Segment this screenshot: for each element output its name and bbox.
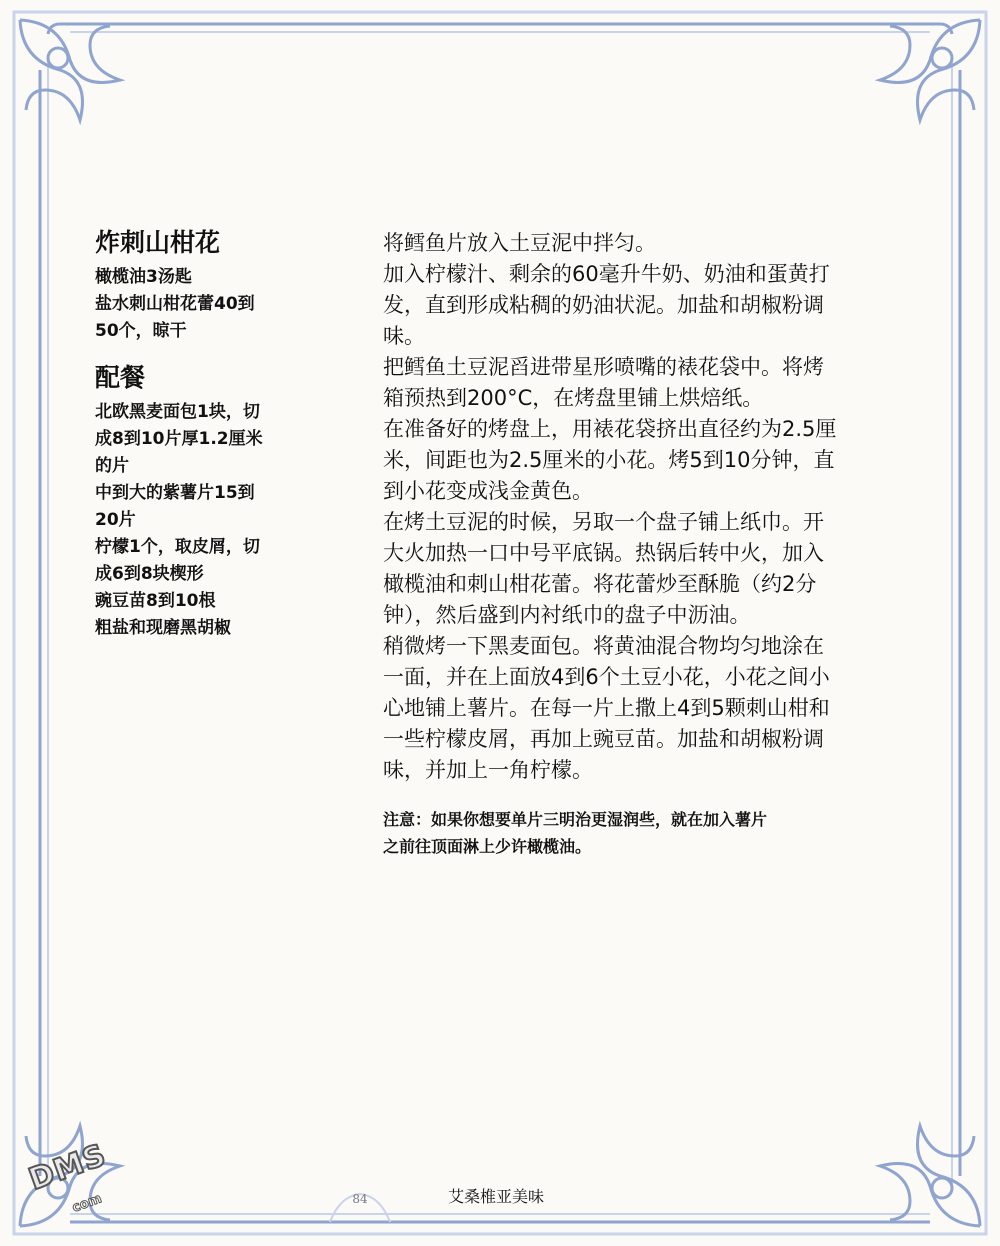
instruction-line: 在准备好的烤盘上，用裱花袋挤出直径约为2.5厘: [383, 417, 837, 441]
ingredient-line: 橄榄油3汤匙: [95, 267, 192, 287]
side-line: 成8到10片厚1.2厘米: [95, 429, 263, 449]
side-line: 北欧黑麦面包1块，切: [95, 402, 260, 422]
instruction-line: 钟），然后盛到内衬纸巾的盘子中沥油。: [383, 603, 751, 627]
instruction-line: 箱预热到200°C，在烤盘里铺上烘焙纸。: [383, 386, 764, 410]
instruction-line: 味，并加上一角柠檬。: [383, 758, 593, 782]
ingredients-column: [95, 228, 325, 642]
instruction-line: 稍微烤一下黑麦面包。将黄油混合物均匀地涂在: [383, 634, 824, 658]
side-line: 豌豆苗8到10根: [95, 591, 216, 611]
side-line: 成6到8块楔形: [95, 564, 204, 584]
side-line: 粗盐和现磨黑胡椒: [95, 618, 231, 638]
note-line: 注意：如果你想要单片三明治更湿润些，就在加入薯片: [383, 810, 768, 829]
watermark-domain: com: [70, 1191, 104, 1216]
watermark-logo: DMS: [24, 1137, 111, 1198]
instruction-line: 在烤土豆泥的时候，另取一个盘子铺上纸巾。开: [383, 510, 824, 534]
instruction-line: 把鳕鱼土豆泥舀进带星形喷嘴的裱花袋中。将烤: [383, 355, 824, 379]
recipe-title: 炸刺山柑花: [95, 228, 221, 257]
instruction-line: 将鳕鱼片放入土豆泥中拌匀。: [383, 231, 656, 255]
instruction-line: 米，间距也为2.5厘米的小花。烤5到10分钟，直: [383, 448, 835, 472]
ingredient-line: 50个，晾干: [95, 321, 187, 341]
instruction-line: 一些柠檬皮屑，再加上豌豆苗。加盐和胡椒粉调: [383, 727, 824, 751]
instruction-line: 发，直到形成粘稠的奶油状泥。加盐和胡椒粉调: [383, 293, 824, 317]
instruction-line: 味。: [383, 324, 425, 348]
side-line: 中到大的紫薯片15到: [95, 483, 255, 503]
instruction-line: 一面，并在上面放4到6个土豆小花，小花之间小: [383, 665, 830, 689]
side-line: 柠檬1个，取皮屑，切: [95, 537, 260, 557]
book-title: 艾桑椎亚美味: [448, 1187, 545, 1206]
note-line: 之前往顶面淋上少许橄榄油。: [383, 837, 592, 856]
side-line: 的片: [95, 456, 129, 476]
side-line: 20片: [95, 510, 136, 530]
ingredient-line: 盐水刺山柑花蕾40到: [95, 294, 255, 314]
instruction-line: 加入柠檬汁、剩余的60毫升牛奶、奶油和蛋黄打: [383, 262, 830, 286]
instruction-line: 到小花变成浅金黄色。: [383, 479, 593, 503]
page-number: 84: [352, 1192, 368, 1206]
instruction-line: 心地铺上薯片。在每一片上撒上4到5颗刺山柑和: [383, 696, 830, 720]
instruction-line: 大火加热一口中号平底锅。热锅后转中火，加入: [383, 541, 824, 565]
sides-title: 配餐: [95, 363, 146, 392]
note: [383, 806, 888, 860]
instruction-line: 橄榄油和刺山柑花蕾。将花蕾炒至酥脆（约2分: [383, 572, 817, 596]
instructions-column: [383, 228, 903, 860]
